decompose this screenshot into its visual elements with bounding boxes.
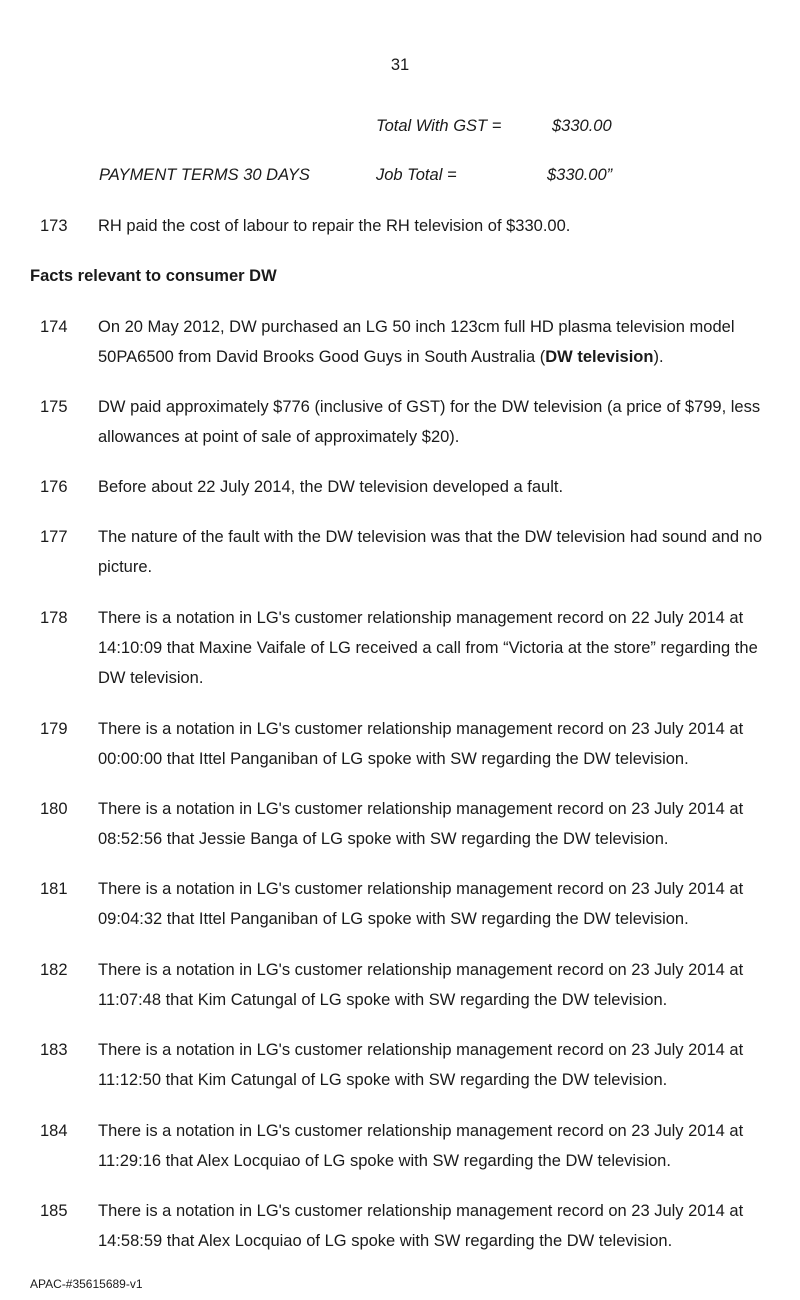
paragraph-number: 184 [40, 1122, 68, 1140]
document-reference: APAC-#35615689-v1 [30, 1277, 143, 1291]
total-with-gst-value: $330.00 [552, 117, 612, 135]
paragraph-text: There is a notation in LG's customer relationship management record on 23 July 2014 at 11:12:50 that Kim Catungal of LG spoke with SW regarding the DW television. [98, 1041, 744, 1089]
paragraph-text: There is a notation in LG's customer relationship management record on 23 July 2014 at 08:52:56 that Jessie Banga of LG spoke with SW regarding the DW television. [98, 800, 744, 848]
total-with-gst-label: Total With GST = [376, 117, 502, 135]
defined-term: DW television [545, 348, 654, 366]
paragraph-number: 176 [40, 478, 68, 496]
paragraph-text: There is a notation in LG's customer relationship management record on 23 July 2014 at 09:04:32 that Ittel Panganiban of LG spoke with SW regarding the DW television. [98, 880, 744, 928]
paragraph-number: 177 [40, 528, 68, 546]
paragraph-number: 183 [40, 1041, 68, 1059]
paragraph-number: 185 [40, 1202, 68, 1220]
paragraph-number: 182 [40, 961, 68, 979]
paragraph-number: 179 [40, 720, 68, 738]
paragraph-text [98, 312, 788, 372]
paragraph-text: There is a notation in LG's customer relationship management record on 22 July 2014 at 14:10:09 that Maxine Vaifale of LG received a call from “Victoria at the store” regarding the DW television. [98, 609, 758, 687]
payment-terms: PAYMENT TERMS 30 DAYS [99, 166, 310, 184]
paragraph-text: DW paid approximately $776 (inclusive of GST) for the DW television (a price of $799, less allowances at point of sale of approximately $20). [98, 398, 761, 446]
job-total-label: Job Total = [376, 166, 457, 184]
job-total-value: $330.00” [547, 166, 613, 184]
paragraph-text-part: ). [653, 348, 664, 366]
section-heading: Facts relevant to consumer DW [30, 267, 277, 285]
paragraph-text: RH paid the cost of labour to repair the RH television of $330.00. [98, 217, 571, 235]
paragraph-number: 174 [40, 318, 68, 336]
page-number: 31 [390, 56, 410, 74]
paragraph-number: 173 [40, 217, 68, 235]
paragraph-text: There is a notation in LG's customer relationship management record on 23 July 2014 at 11:29:16 that Alex Locquiao of LG spoke with SW regarding the DW television. [98, 1122, 744, 1170]
paragraph-number: 175 [40, 398, 68, 416]
paragraph-text: The nature of the fault with the DW television was that the DW television had sound and no picture. [98, 528, 763, 576]
paragraph-text: Before about 22 July 2014, the DW television developed a fault. [98, 478, 564, 496]
paragraph-number: 178 [40, 609, 68, 627]
paragraph-text: There is a notation in LG's customer relationship management record on 23 July 2014 at 11:07:48 that Kim Catungal of LG spoke with SW regarding the DW television. [98, 961, 744, 1009]
paragraph-text: There is a notation in LG's customer relationship management record on 23 July 2014 at 14:58:59 that Alex Locquiao of LG spoke with SW regarding the DW television. [98, 1202, 744, 1250]
paragraph-number: 181 [40, 880, 68, 898]
paragraph-number: 180 [40, 800, 68, 818]
paragraph-text: There is a notation in LG's customer relationship management record on 23 July 2014 at 00:00:00 that Ittel Panganiban of LG spoke with SW regarding the DW television. [98, 720, 744, 768]
paragraph-text-part: On 20 May 2012, DW purchased an LG 50 inch 123cm full HD plasma television model 50PA6500 from David Brooks Good Guys in South Australia ( [98, 318, 735, 366]
